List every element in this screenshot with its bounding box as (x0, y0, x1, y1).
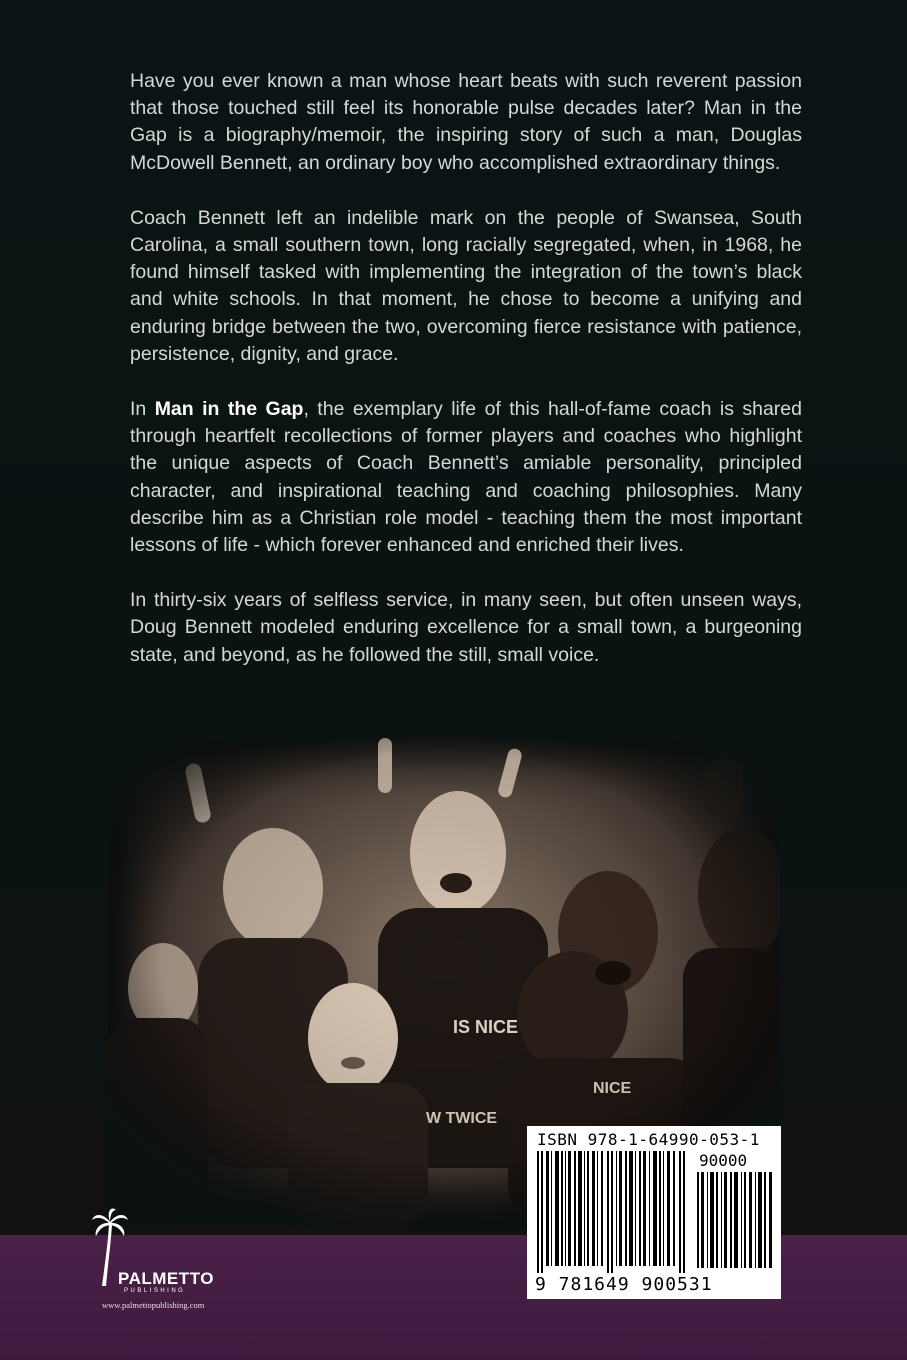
description-paragraph-4: In thirty-six years of selfless service, in many seen, but often unseen ways, Doug Bennett modeled enduring excellence for a small town, a burgeoning state, and beyond, as he followed the still, small voice. (130, 589, 802, 666)
publisher-url: www.palmettopublishing.com (102, 1300, 205, 1310)
publisher-logo (88, 1206, 248, 1294)
book-description (130, 68, 802, 697)
publisher-subtitle: PUBLISHING (124, 1288, 186, 1294)
addon-number: 90000 (699, 1151, 748, 1170)
paragraph-3-prefix: In (130, 398, 155, 421)
ean-digits: 9 781649 900531 (535, 1274, 713, 1295)
paragraph-3-rest: , the exemplary life of this hall-of-fame coach is shared through heartfelt recollections of former players and coaches who highlight the unique aspects of Coach Bennett’s amiable personality, principled character, and inspirational teaching and coaching philosophies. Many describe him as a Christian role model - teaching them the most important lessons of life - which forever enhanced and enriched their lives. (130, 398, 802, 557)
description-paragraph-2: Coach Bennett left an indelible mark on the people of Swansea, South Carolina, a small southern town, long racially segregated, when, in 1968, he found himself tasked with implementing the integration of the town’s black and white schools. In that moment, he chose to become a unifying and enduring bridge between the two, overcoming fierce resistance with patience, persistence, dignity, and grace. (130, 206, 802, 365)
description-paragraph-1: Have you ever known a man whose heart beats with such reverent passion that those touched still feel its honorable pulse decades later? Man in the Gap is a biography/memoir, the inspiring story of such a man, Douglas McDowell Bennett, an ordinary boy who accomplished extraordinary things. (130, 70, 802, 174)
book-title-bold: Man in the Gap (154, 398, 304, 421)
addon-barcode (697, 1172, 775, 1268)
ean-barcode (537, 1151, 687, 1273)
publisher-name: PALMETTO (118, 1269, 214, 1288)
isbn-label: ISBN 978-1-64990-053-1 (537, 1130, 760, 1149)
description-paragraph-3 (130, 396, 802, 559)
isbn-barcode-box (527, 1126, 781, 1299)
